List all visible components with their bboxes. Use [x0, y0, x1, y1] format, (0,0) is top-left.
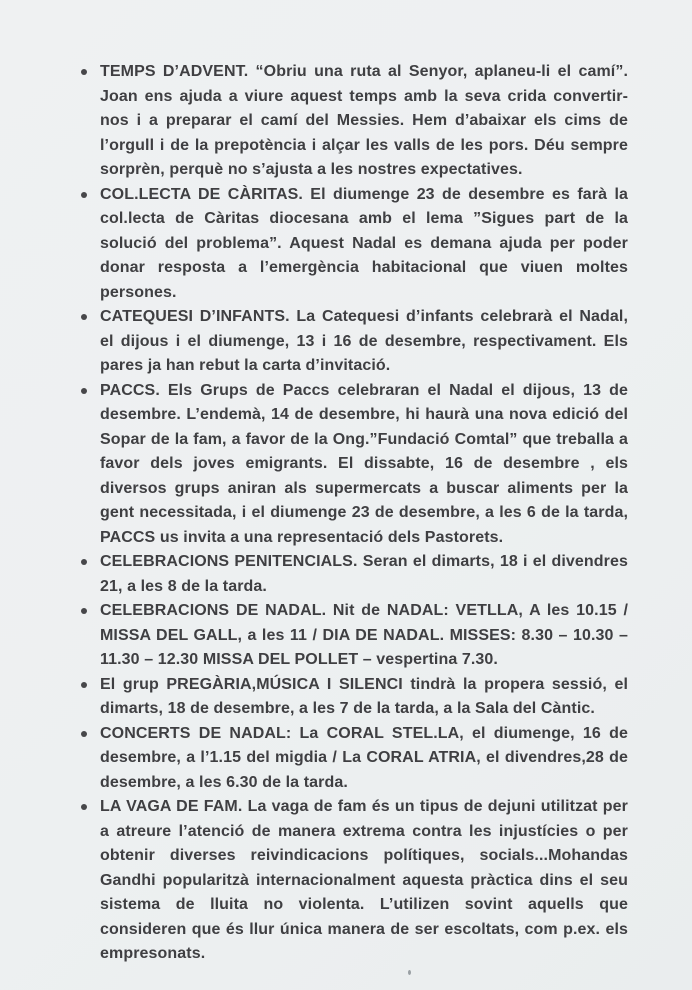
announcement-text: CONCERTS DE NADAL: La CORAL STEL.LA, el diumenge, 16 de desembre, a l’1.15 del migdia / La CORAL ATRIA, el divendres,28 de desembre, a les 6.30 de la tarda. [100, 724, 628, 791]
list-item [100, 183, 628, 306]
announcement-text: El grup PREGÀRIA,MÚSICA I SILENCI tindrà la propera sessió, el dimarts, 18 de desembre, a les 7 de la tarda, a la Sala del Càntic. [100, 675, 628, 717]
bullet-icon [81, 731, 87, 737]
list-item [100, 722, 628, 796]
bullet-icon [81, 388, 87, 394]
bullet-icon [81, 608, 87, 614]
announcement-text: TEMPS D’ADVENT. “Obriu una ruta al Senyor, aplaneu-li el camí”. Joan ens ajuda a viure aquest temps amb la seva crida convertir-nos i a preparar el camí del Messies. Hem d’abaixar els cims de l’orgull i de la prepotència i alçar les valls de les pors. Déu sempre sorprèn, perquè no s’ajusta a les nostres expectatives. [100, 63, 628, 178]
announcement-text: PACCS. Els Grups de Paccs celebraran el Nadal el dijous, 13 de desembre. L’endemà, 14 de desembre, hi haurà una nova edició del Sopar de la fam, a favor de la Ong.”Fundació Comtal” que treballa a favor dels joves emigrants. El dissabte, 16 de desembre , els diversos grups aniran als supermercats a buscar aliments per la gent necessitada, i el diumenge 23 de desembre, a les 6 de la tarda, PACCS us invita a una representació dels Pastorets. [100, 381, 628, 546]
announcement-text: CATEQUESI D’INFANTS. La Catequesi d’infants celebrarà el Nadal, el dijous i el diumenge, 13 i 16 de desembre, respectivament. Els pares ja han rebut la carta d’invitació. [100, 308, 628, 374]
list-item [100, 599, 628, 673]
list-item [100, 60, 628, 183]
bullet-icon [81, 192, 87, 198]
scan-speck [408, 970, 411, 975]
bullet-icon [81, 69, 87, 75]
list-item [100, 305, 628, 379]
announcement-text: COL.LECTA DE CÀRITAS. El diumenge 23 de desembre es farà la col.lecta de Càritas diocesana amb el lema ”Sigues part de la solució del problema”. Aquest Nadal es demana ajuda per poder donar resposta a l’emergència habitacional que viuen moltes persones. [100, 185, 628, 301]
bullet-icon [81, 804, 87, 810]
list-item [100, 379, 628, 551]
bullet-icon [81, 314, 87, 320]
announcement-text: LA VAGA DE FAM. La vaga de fam és un tipus de dejuni utilitzat per a atreure l’atenció de manera extrema contra les injustícies o per obtenir diverses reivindicacions polítiques, socials...Mohandas Gandhi popularitzà internacionalment aquesta pràctica dins el seu sistema de lluita no violenta. L’utilizen sovint aquells que consideren que és llur única manera de ser escoltats, com p.ex. els empresonats. [100, 798, 628, 962]
list-item [100, 795, 628, 967]
list-item [100, 550, 628, 599]
list-item [100, 673, 628, 722]
announcement-text: CELEBRACIONS PENITENCIALS. Seran el dimarts, 18 i el divendres 21, a les 8 de la tarda. [100, 553, 628, 595]
bullet-icon [81, 682, 87, 688]
bullet-icon [81, 559, 87, 565]
announcement-text: CELEBRACIONS DE NADAL. Nit de NADAL: VETLLA, A les 10.15 / MISSA DEL GALL, a les 11 / DIA DE NADAL. MISSES: 8.30 – 10.30 – 11.30 – 12.30 MISSA DEL POLLET – vespertina 7.30. [100, 602, 628, 668]
